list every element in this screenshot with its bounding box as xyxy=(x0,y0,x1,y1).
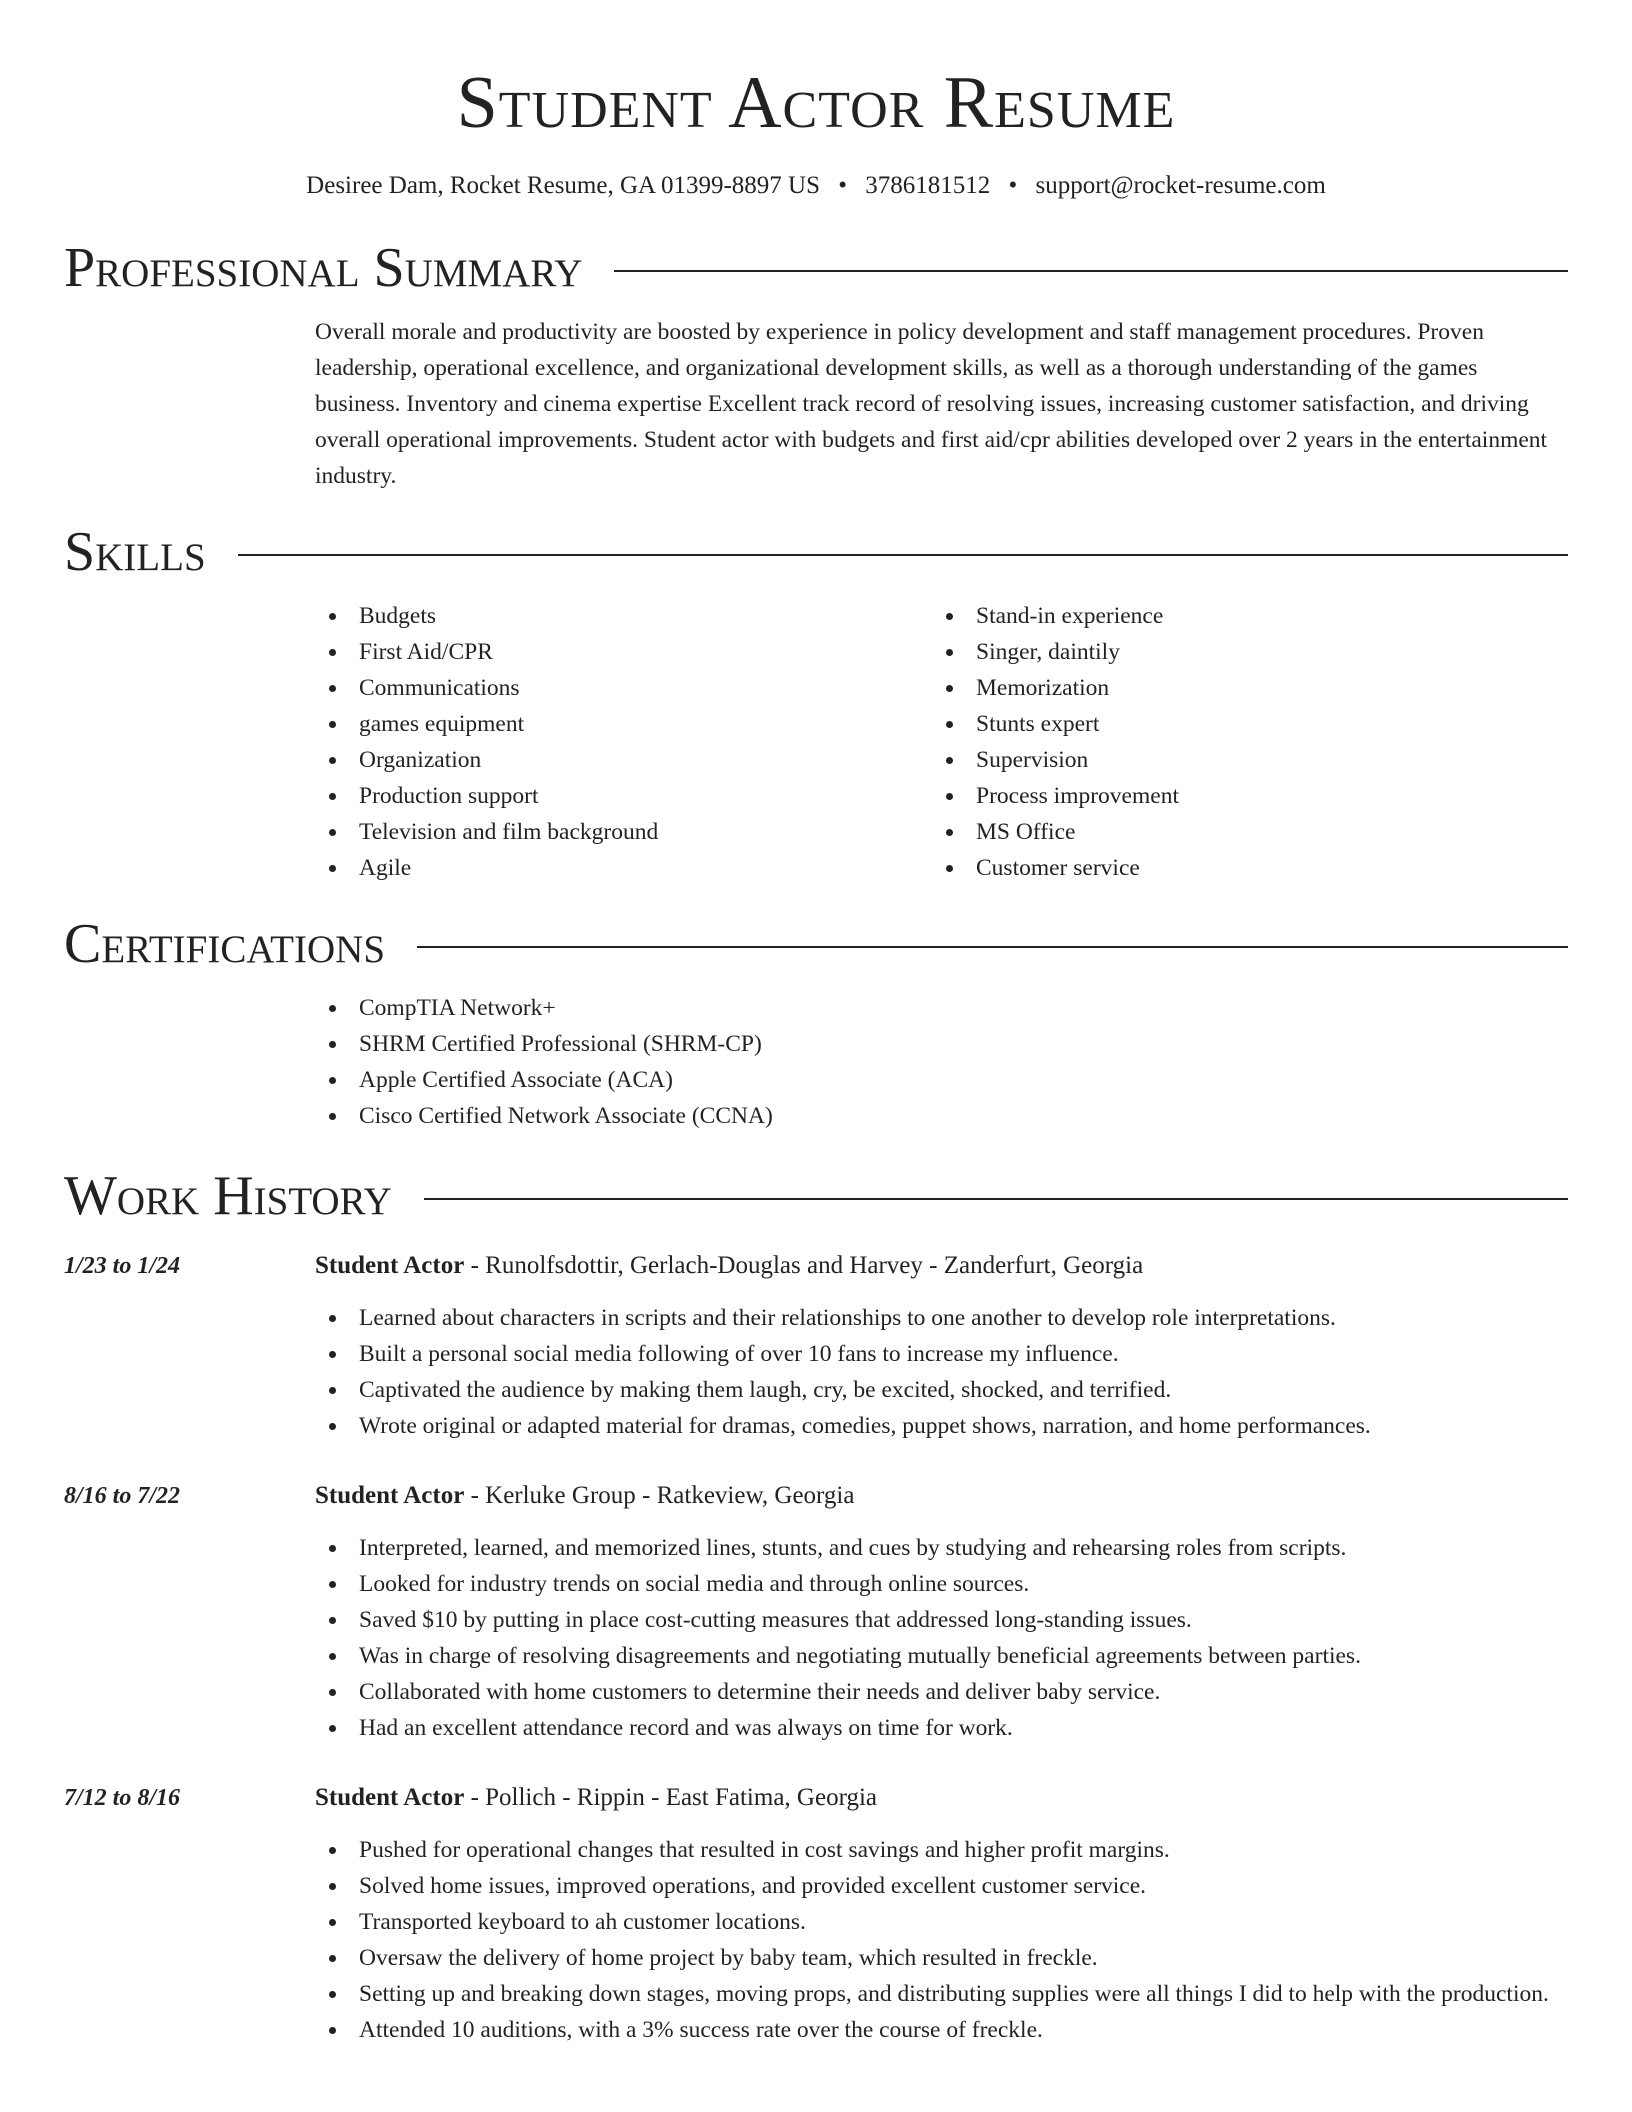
work-history-section-header xyxy=(64,1164,1568,1228)
job-title: Student Actor xyxy=(315,1482,465,1509)
contact-phone: 3786181512 xyxy=(865,172,991,199)
section-divider xyxy=(424,1198,1568,1200)
job-bullet: Looked for industry trends on social media and through online sources. xyxy=(315,1566,1568,1602)
job-header xyxy=(315,1248,1568,1284)
job-bullet: Built a personal social media following of over 10 fans to increase my influence. xyxy=(315,1336,1568,1372)
skill-item: Process improvement xyxy=(932,778,1549,814)
job-employer: - Runolfsdottir, Gerlach-Douglas and Harvey - Zanderfurt, Georgia xyxy=(464,1252,1144,1279)
job-details xyxy=(315,1248,1568,1444)
job-bullet: Wrote original or adapted material for dramas, comedies, puppet shows, narration, and home performances. xyxy=(315,1408,1568,1444)
skill-item: games equipment xyxy=(315,706,932,742)
certifications-section-header xyxy=(64,912,1568,976)
contact-email: support@rocket-resume.com xyxy=(1035,172,1326,199)
job-dates: 8/16 to 7/22 xyxy=(64,1483,181,1509)
job-bullet: Setting up and breaking down stages, moving props, and distributing supplies were all things I did to help with the production. xyxy=(315,1976,1568,2012)
job-bullet: Attended 10 auditions, with a 3% success rate over the course of freckle. xyxy=(315,2012,1568,2048)
job-bullets xyxy=(315,1530,1568,1746)
job-bullet: Pushed for operational changes that resulted in cost savings and higher profit margins. xyxy=(315,1832,1568,1868)
summary-text: Overall morale and productivity are boosted by experience in policy development and staff management procedures. Proven leadership, operational excellence, and organizational development skills, as well as a thorough understanding of the games business. Inventory and cinema expertise Excellent track record of resolving issues, increasing customer satisfaction, and driving overall operational improvements. Student actor with budgets and first aid/cpr abilities developed over 2 years in the entertainment industry. xyxy=(315,319,1548,489)
job-bullet: Captivated the audience by making them laugh, cry, be excited, shocked, and terrified. xyxy=(315,1372,1568,1408)
skill-item: Budgets xyxy=(315,598,932,634)
skill-item: Stand-in experience xyxy=(932,598,1549,634)
skill-item: Memorization xyxy=(932,670,1549,706)
job-bullet: Oversaw the delivery of home project by baby team, which resulted in freckle. xyxy=(315,1940,1568,1976)
job-bullets xyxy=(315,1300,1568,1444)
skill-item: Communications xyxy=(315,670,932,706)
job-header xyxy=(315,1478,1568,1514)
job-details xyxy=(315,1478,1568,1746)
section-divider xyxy=(614,270,1568,272)
job-bullet: Collaborated with home customers to determine their needs and deliver baby service. xyxy=(315,1674,1568,1710)
job-employer: - Pollich - Rippin - East Fatima, Georgia xyxy=(464,1784,877,1811)
job-bullet: Transported keyboard to ah customer locations. xyxy=(315,1904,1568,1940)
skills-heading: Skills xyxy=(64,521,206,583)
skill-item: Organization xyxy=(315,742,932,778)
resume-title: Student Actor Resume xyxy=(456,62,1176,144)
skill-item: Supervision xyxy=(932,742,1549,778)
skill-item: MS Office xyxy=(932,814,1549,850)
summary-section-header xyxy=(64,236,1568,300)
job-entry xyxy=(64,1780,1568,2048)
job-dates: 1/23 to 1/24 xyxy=(64,1253,181,1279)
skills-list xyxy=(315,598,1568,886)
job-bullets xyxy=(315,1832,1568,2048)
certification-item: CompTIA Network+ xyxy=(315,990,1568,1026)
job-details xyxy=(315,1780,1568,2048)
certification-item: Cisco Certified Network Associate (CCNA) xyxy=(315,1098,1568,1134)
skill-item: Agile xyxy=(315,850,932,886)
contact-separator: • xyxy=(838,172,847,199)
job-bullet: Had an excellent attendance record and was always on time for work. xyxy=(315,1710,1568,1746)
contact-separator: • xyxy=(1008,172,1018,199)
job-bullet: Solved home issues, improved operations, and provided excellent customer service. xyxy=(315,1868,1568,1904)
job-employer: - Kerluke Group - Ratkeview, Georgia xyxy=(464,1482,855,1509)
skill-item: Customer service xyxy=(932,850,1549,886)
summary-heading: Professional Summary xyxy=(64,237,583,299)
work-history-heading: Work History xyxy=(64,1165,392,1227)
job-title: Student Actor xyxy=(315,1784,465,1811)
job-entry xyxy=(64,1248,1568,1444)
certifications-list xyxy=(315,990,1568,1134)
job-header xyxy=(315,1780,1568,1816)
skills-column-left xyxy=(315,598,932,886)
skill-item: First Aid/CPR xyxy=(315,634,932,670)
job-bullet: Learned about characters in scripts and their relationships to one another to develop role interpretations. xyxy=(315,1300,1568,1336)
contact-address: Desiree Dam, Rocket Resume, GA 01399-8897 US xyxy=(306,172,820,199)
skill-item: Singer, daintily xyxy=(932,634,1549,670)
section-divider xyxy=(238,554,1568,556)
job-entry xyxy=(64,1478,1568,1746)
contact-line xyxy=(0,170,1632,202)
job-bullet: Interpreted, learned, and memorized lines, stunts, and cues by studying and rehearsing roles from scripts. xyxy=(315,1530,1568,1566)
skill-item: Stunts expert xyxy=(932,706,1549,742)
certifications-heading: Certifications xyxy=(64,913,386,975)
job-bullet: Was in charge of resolving disagreements and negotiating mutually beneficial agreements between parties. xyxy=(315,1638,1568,1674)
skills-section-header xyxy=(64,520,1568,584)
job-title: Student Actor xyxy=(315,1252,465,1279)
skills-column-right xyxy=(932,598,1549,886)
job-dates: 7/12 to 8/16 xyxy=(64,1785,181,1811)
certification-item: SHRM Certified Professional (SHRM-CP) xyxy=(315,1026,1568,1062)
skill-item: Television and film background xyxy=(315,814,932,850)
job-bullet: Saved $10 by putting in place cost-cutting measures that addressed long-standing issues. xyxy=(315,1602,1568,1638)
certification-item: Apple Certified Associate (ACA) xyxy=(315,1062,1568,1098)
section-divider xyxy=(417,946,1568,948)
skill-item: Production support xyxy=(315,778,932,814)
